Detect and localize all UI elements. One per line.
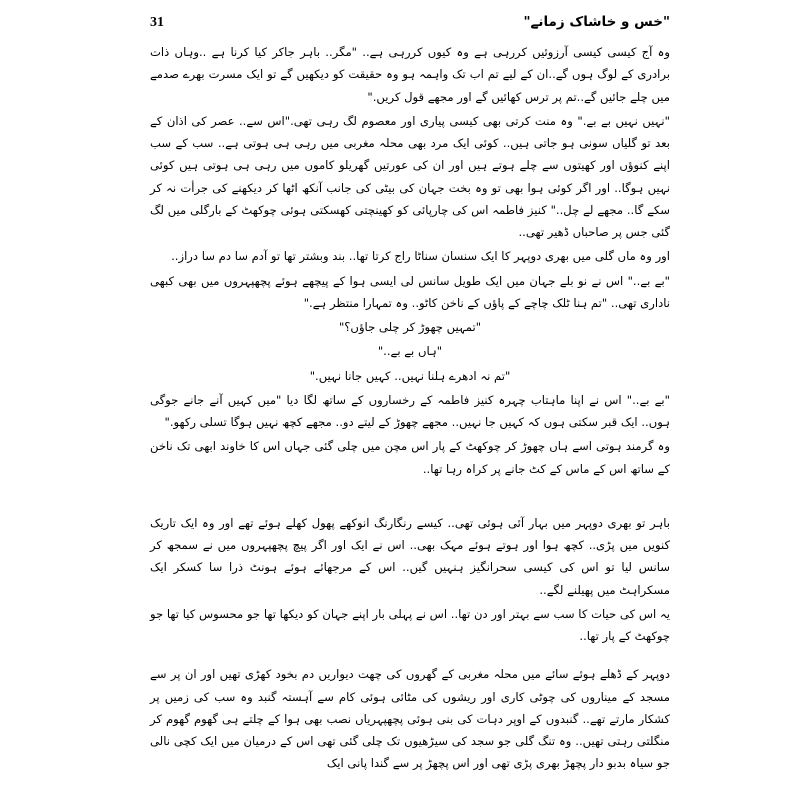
- paragraph-dialogue: "تم نہ ادھرے ہلنا نہیں.. کہیں جانا نہیں.": [309, 368, 511, 383]
- paragraph: وہ گرمند ہوتی اسے ہاں چھوڑ کر چوکھٹ کے پار اس مچن میں چلی گئی جہاں اس کا خاوند ابھی تک ناخن کے ساتھ اس کے ماس کے کٹ جانے پر کراہ رہا تھا..: [150, 439, 670, 476]
- body-text: [150, 41, 670, 775]
- page-number: 31: [150, 15, 164, 30]
- paragraph: باہر تو بھری دوپہر میں بہار آئی ہوئی تھی.. کیسے رنگارنگ انوکھے پھول کھلے ہوئے تھے اور وہ ایک تاریک کنویں میں پڑی.. کچھ ہوا اور ہوتے ہوئے مہک بھی.. اس نے ایک اور اگر پیچ پچھپہروں میں نے سمجھ کر سانس لیا تو اس کی کیسی سحرانگیز ہنہیں گیں.. اس کے مرجھائے ہوئے ہونٹ ذرا سا کسکر ایک مسکراہٹ میں پھیلنے لگے..: [150, 515, 670, 597]
- paragraph: دوپہر کے ڈھلے ہوئے سائے میں محلہ مغربی کے گھروں کی چھت دیواریں دم بخود کھڑی تھیں اور ان پر سے مسجد کے میناروں کی چوٹی کاری اور ریشوں کی مٹائی ہوئی کام سے آہستہ گنبد وہ سب کی زمیں پر کشکار مارتے تھے.. گنبدوں کے اوپر دہات کی بنی ہوئی پچھپہریاں نصب بھی ہوا کے چلتے ہی گھوم گھوم کر منگلتی رہتی تھیں.. وہ تنگ گلی جو سجد کی سیڑھیوں تک چلی گئی تھی اس کے درمیان میں ایک کچی نالی جو سیاہ بدبو دار پچھڑ بھری پڑی تھی اور اس پچھڑ پر سے گندا پانی ایک: [150, 667, 670, 771]
- paragraph: وہ آج کیسی کیسی آرزوئیں کررہی ہے وہ کیوں کررہی ہے.. "مگر.. باہر جاکر کیا کرنا ہے ..وہاں ذات برادری کے لوگ ہوں گے..ان کے لیے تم اب تک واہمہ ہو وہ حقیقت کو دیکھیں گے تو ایک مسرت بھرے صدمے میں چلے جائیں گے..تم پر ترس کھائیں گے اور مجھے قول کریں.": [150, 45, 670, 104]
- paragraph: اور وہ ماں گلی میں بھری دوپہر کا ایک سنسان سناٹا راج کرتا تھا.. بند وبشتر تھا تو آدم سا دم سا دراز..: [171, 249, 670, 264]
- paragraph: "بے بے.." اس نے اپنا ماہتاب چہرہ کنیز فاطمہ کے رخساروں کے ساتھ لگا دیا "میں کہیں آنے جانے جوگی ہوں.. ایک قبر سکتی ہوں کہ کہیں جا نہیں.. مجھے چھوڑ کے لیتے دو.. مجھے کچھ نہیں ہوگا تسلی رکھو.": [150, 392, 670, 429]
- paragraph-spacer: [150, 482, 670, 496]
- page-content-area: [150, 14, 670, 784]
- page-header: [150, 14, 670, 31]
- book-title: "خس و خاشاک زمانے": [523, 14, 670, 30]
- paragraph-dialogue: "تمہیں چھوڑ کر چلی جاؤں؟": [338, 320, 482, 334]
- paragraph: "نہیں نہیں بے بے." وہ منت کرتی بھی کیسی پیاری اور معصوم لگ رہی تھی."اس سے.. عصر کی اذان کے بعد تو گلیاں سونی ہو جاتی ہیں.. کوئی ایک مرد بھی محلہ مغربی میں رہی ہی ہوتی ہے.. سب کے سب اپنے کنوؤں اور کھیتوں سے چلے ہوتے ہیں اور ان کی عورتیں گھریلو کاموں میں رہی ہی ہوتی ہیں کوئی نہیں ہوگا.. اور اگر کوئی ہوا بھی تو وہ بخت جہان کی بیٹی کی جانب آنکھ اٹھا کر دیکھنے کی جرأت نہ کر سکے گا.. مجھے لے چل.." کنیز فاطمہ اس کی چارپائی کو کھینچتی کھسکتی ہوئی چوکھٹ کے بارگلی میں لگ گئی جس پر صاحباں ڈھیر تھی..: [150, 113, 670, 239]
- paragraph: "بے بے.." اس نے نو بلے جہان میں ایک طویل سانس لی ایسی ہوا کے پیچھے ہوئے پچھپہروں میں بھی کبھی ناداری تھی.. "تم ہنا ٹلک چاچے کے پاؤں کے ناخن کاٹو.. وہ تمہارا منتظر ہے.": [150, 273, 670, 310]
- paragraph: یہ اس کی حیات کا سب سے بہتر اور دن تھا.. اس نے پہلی بار اپنے جہان کو دیکھا تھا جو محسوس کیا تھا جو چوکھٹ کے پار تھا..: [150, 606, 670, 643]
- paragraph-dialogue: "ہاں بے بے..": [377, 344, 443, 359]
